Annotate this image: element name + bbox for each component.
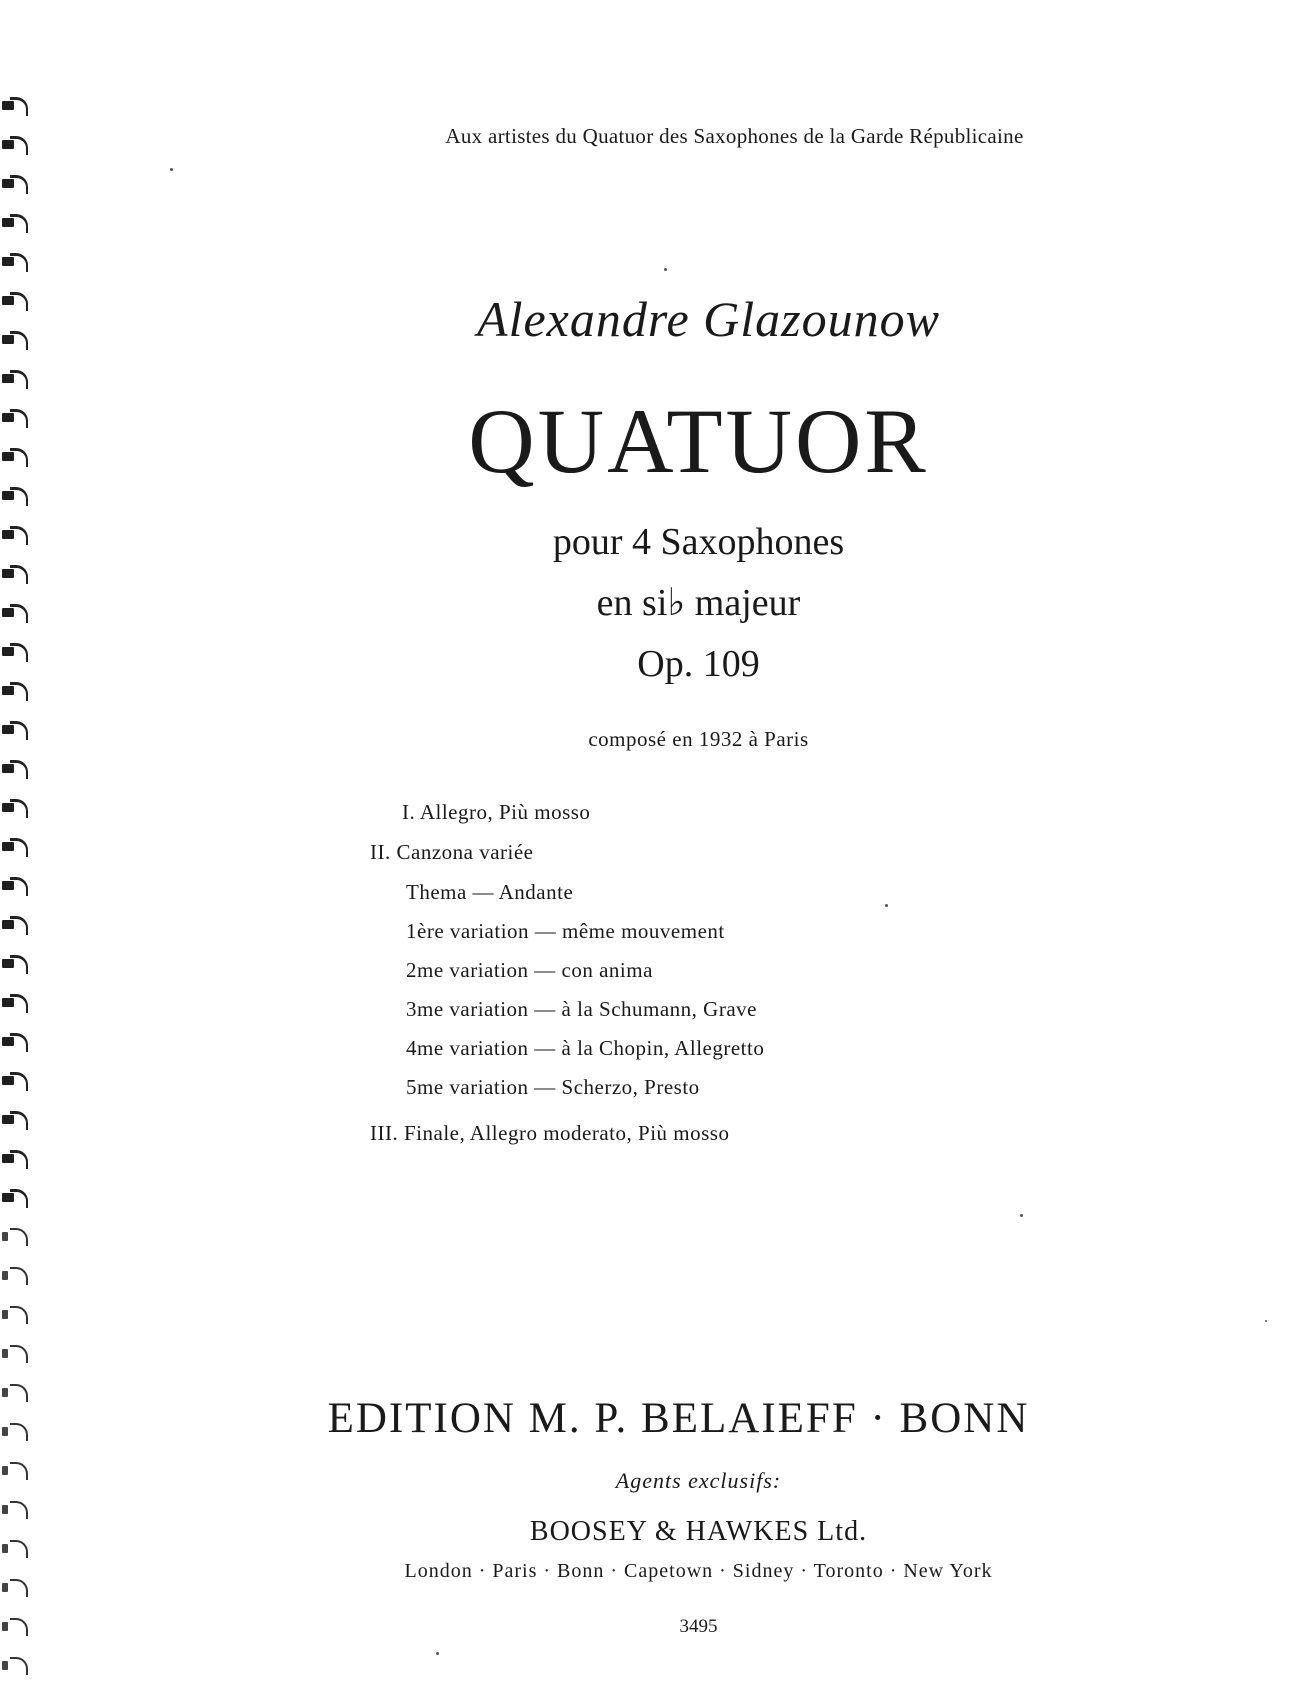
binding-ring-loop (10, 760, 28, 779)
key-signature: en si♭ majeur (596, 582, 801, 624)
binding-ring (2, 290, 28, 312)
binding-ring (2, 95, 28, 117)
scan-speck (885, 904, 888, 907)
binding-ring-post (2, 1271, 8, 1280)
binding-ring-loop (10, 1111, 28, 1130)
binding-ring (2, 836, 28, 858)
binding-ring-loop (10, 565, 28, 584)
scan-speck (436, 1652, 439, 1655)
distributor-cities: London · Paris · Bonn · Capetown · Sidney · Toronto · New York (404, 1560, 993, 1582)
binding-ring (2, 797, 28, 819)
movement-item: 3me variation — à la Schumann, Grave (406, 997, 757, 1021)
binding-ring (2, 1304, 28, 1326)
binding-ring-loop (10, 448, 28, 467)
binding-ring (2, 1187, 28, 1209)
binding-ring (2, 992, 28, 1014)
binding-ring-loop (10, 1540, 28, 1558)
binding-ring (2, 1226, 28, 1248)
scan-speck (664, 268, 667, 271)
binding-ring-post (2, 1388, 8, 1397)
movement-item: 2me variation — con anima (406, 958, 653, 982)
composer-name: Alexandre Glazounow (477, 291, 940, 347)
binding-ring (2, 914, 28, 936)
binding-ring-loop (10, 604, 28, 623)
movement-item: Thema — Andante (406, 880, 574, 904)
binding-ring-post (2, 1583, 8, 1592)
binding-ring-loop (10, 1462, 28, 1480)
binding-ring-loop (10, 799, 28, 818)
binding-ring-loop (10, 370, 28, 389)
distributor-name: BOOSEY & HAWKES Ltd. (529, 1516, 868, 1547)
plate-number: 3495 (679, 1616, 718, 1637)
binding-ring (2, 875, 28, 897)
binding-ring (2, 1538, 28, 1560)
scan-speck (1020, 1214, 1023, 1217)
binding-ring-post (2, 1427, 8, 1436)
composition-note: composé en 1932 à Paris (588, 727, 809, 751)
binding-ring-loop (10, 214, 28, 233)
binding-ring (2, 602, 28, 624)
binding-ring-loop (10, 175, 28, 194)
binding-ring-post (2, 1349, 8, 1358)
binding-ring-loop (10, 526, 28, 545)
binding-ring-post (2, 1622, 8, 1631)
binding-ring-post (2, 1505, 8, 1514)
binding-ring (2, 1109, 28, 1131)
binding-ring-loop (10, 1345, 28, 1363)
binding-ring (2, 1031, 28, 1053)
binding-ring-loop (10, 721, 28, 740)
binding-ring (2, 251, 28, 273)
binding-ring-loop (10, 97, 28, 116)
binding-ring (2, 1577, 28, 1599)
binding-ring-loop (10, 1618, 28, 1636)
binding-ring-loop (10, 1033, 28, 1052)
binding-ring-loop (10, 409, 28, 428)
binding-ring-loop (10, 643, 28, 662)
binding-ring (2, 212, 28, 234)
binding-ring-loop (10, 838, 28, 857)
scan-speck (1265, 1320, 1267, 1322)
publisher-name: EDITION M. P. BELAIEFF · BONN (327, 1395, 1030, 1442)
binding-ring (2, 368, 28, 390)
binding-ring (2, 1343, 28, 1365)
binding-ring-post (2, 1466, 8, 1475)
binding-ring-loop (10, 955, 28, 974)
binding-ring-loop (10, 487, 28, 506)
movement-item: I. Allegro, Più mosso (402, 800, 591, 824)
binding-ring-loop (10, 1501, 28, 1519)
movement-item: 4me variation — à la Chopin, Allegretto (406, 1036, 765, 1060)
binding-ring (2, 1148, 28, 1170)
binding-ring-loop (10, 1267, 28, 1285)
binding-ring (2, 407, 28, 429)
binding-ring-loop (10, 1306, 28, 1324)
binding-ring (2, 173, 28, 195)
dedication: Aux artistes du Quatuor des Saxophones de la Garde Républicaine (445, 124, 1024, 148)
binding-ring-post (2, 1310, 8, 1319)
binding-ring (2, 680, 28, 702)
binding-ring-loop (10, 1579, 28, 1597)
movement-item: 1ère variation — même mouvement (406, 919, 725, 943)
binding-ring (2, 1265, 28, 1287)
binding-ring-post (2, 1232, 8, 1241)
binding-ring-loop (10, 253, 28, 272)
binding-ring (2, 1460, 28, 1482)
binding-ring (2, 719, 28, 741)
binding-ring-loop (10, 1189, 28, 1208)
scan-speck (170, 168, 173, 171)
binding-ring (2, 446, 28, 468)
binding-ring (2, 134, 28, 156)
binding-ring (2, 485, 28, 507)
binding-ring (2, 1616, 28, 1638)
binding-ring (2, 563, 28, 585)
binding-ring (2, 1070, 28, 1092)
binding-ring-loop (10, 1228, 28, 1246)
work-title: QUATUOR (468, 390, 929, 492)
binding-ring (2, 329, 28, 351)
movement-item: II. Canzona variée (370, 840, 534, 864)
binding-ring-loop (10, 682, 28, 701)
opus-number: Op. 109 (637, 643, 760, 685)
movement-item: III. Finale, Allegro moderato, Più mosso (370, 1121, 730, 1145)
binding-ring-loop (10, 331, 28, 350)
binding-ring-loop (10, 994, 28, 1013)
binding-ring-loop (10, 1150, 28, 1169)
binding-ring-loop (10, 1657, 28, 1675)
binding-ring (2, 524, 28, 546)
spiral-binding (0, 95, 34, 1705)
binding-ring (2, 1499, 28, 1521)
binding-ring-loop (10, 292, 28, 311)
binding-ring-post (2, 1661, 8, 1670)
binding-ring-post (2, 1544, 8, 1553)
movement-item: 5me variation — Scherzo, Presto (406, 1075, 700, 1099)
instrumentation: pour 4 Saxophones (552, 521, 845, 563)
agents-label: Agents exclusifs: (615, 1468, 782, 1493)
binding-ring-loop (10, 877, 28, 896)
binding-ring (2, 1655, 28, 1677)
binding-ring-loop (10, 136, 28, 155)
binding-ring-loop (10, 916, 28, 935)
binding-ring-loop (10, 1072, 28, 1091)
binding-ring (2, 758, 28, 780)
binding-ring (2, 641, 28, 663)
binding-ring (2, 953, 28, 975)
